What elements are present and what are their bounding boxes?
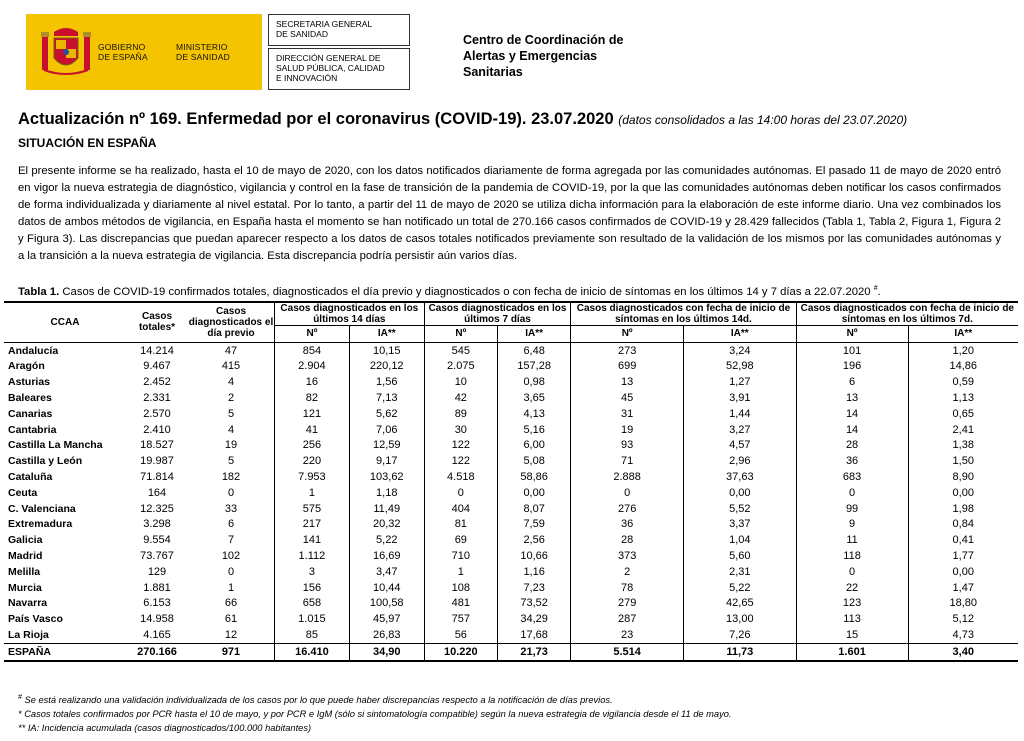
- table-cell: 10: [424, 374, 497, 390]
- table-cell: 14.958: [140, 613, 174, 626]
- table-cell: 220: [275, 453, 350, 469]
- table-cell: 71: [571, 453, 684, 469]
- header-diag7: Casos diagnosticados en los últimos 7 días: [424, 302, 571, 326]
- table-cell: 14,86: [908, 359, 1018, 375]
- table-cell: 164: [147, 486, 167, 499]
- table-cell: 100,58: [349, 596, 424, 612]
- table-cell: 8,07: [497, 501, 570, 517]
- table-row: [4, 580, 1018, 596]
- table-row: [4, 596, 1018, 612]
- table-cell: 123: [796, 596, 908, 612]
- table-cell: 3: [275, 564, 350, 580]
- table-cell: 1: [227, 581, 235, 594]
- table-cell: 6,00: [497, 438, 570, 454]
- header-dia-previo: Casos diagnosticados el día previo: [188, 302, 275, 342]
- table-cell: 157,28: [497, 359, 570, 375]
- table-row: [4, 359, 1018, 375]
- table-cell: 73.767: [140, 550, 174, 563]
- table-cell: 0,65: [908, 406, 1018, 422]
- table-cell: 2,96: [683, 453, 796, 469]
- table-cell: 28: [796, 438, 908, 454]
- table-cell: 16: [275, 374, 350, 390]
- table-cell: 9,17: [349, 453, 424, 469]
- centre-label: Centro de Coordinación de Alertas y Emergencias Sanitarias: [463, 33, 624, 79]
- table-cell: 56: [424, 627, 497, 643]
- table-cell: 5,52: [683, 501, 796, 517]
- table-cell: 1,44: [683, 406, 796, 422]
- table-cell-ccaa: País Vasco: [8, 613, 63, 626]
- table-cell: 7,26: [683, 627, 796, 643]
- table-cell: 710: [424, 548, 497, 564]
- table-cell: 15: [796, 627, 908, 643]
- table-cell: 0: [227, 486, 235, 499]
- table-cell-ccaa: Ceuta: [8, 486, 38, 499]
- table-cell: 4,57: [683, 438, 796, 454]
- table-cell: 66: [224, 597, 238, 610]
- table-cell: 3,24: [683, 342, 796, 358]
- table-cell: 10,66: [497, 548, 570, 564]
- table-cell: 121: [275, 406, 350, 422]
- coat-of-arms-icon: [38, 22, 94, 82]
- table-cell: 575: [275, 501, 350, 517]
- government-logo-block: [26, 14, 262, 90]
- table-cell: 73,52: [497, 596, 570, 612]
- table-cell: 36: [796, 453, 908, 469]
- table-cell: 0,98: [497, 374, 570, 390]
- table-row: [4, 548, 1018, 564]
- table-cell: 2.888: [571, 469, 684, 485]
- table-cell-ccaa: Navarra: [8, 597, 48, 610]
- table-footnotes: [18, 691, 732, 735]
- table-cell: 4.165: [143, 629, 171, 642]
- table-cell: 0,00: [497, 485, 570, 501]
- table-caption: Tabla 1. Casos de COVID-19 confirmados totales, diagnosticados el día previo y diagnosticados o con fecha de inicio de síntomas en los últimos 14 y 7 días a 22.07.2020 #.: [18, 285, 881, 298]
- table-cell: 17,68: [497, 627, 570, 643]
- table-cell: 4,73: [908, 627, 1018, 643]
- table-cell: 10,15: [349, 342, 424, 358]
- table-cell: 2.075: [424, 359, 497, 375]
- table-row: [4, 532, 1018, 548]
- table-cell: 6: [796, 374, 908, 390]
- table-cell: 276: [571, 501, 684, 517]
- table-row: [4, 485, 1018, 501]
- table-cell: 2: [227, 392, 235, 405]
- table-cell: 9: [796, 517, 908, 533]
- table-cell: 5,08: [497, 453, 570, 469]
- table-cell: 12.325: [140, 502, 174, 515]
- table-cell: 4.518: [424, 469, 497, 485]
- table-cell: 2.410: [143, 423, 171, 436]
- table-cell: 12: [224, 629, 238, 642]
- table-cell: 156: [275, 580, 350, 596]
- table-cell: 1: [424, 564, 497, 580]
- table-row: [4, 517, 1018, 533]
- table-cell: 101: [796, 342, 908, 358]
- table-cell: 273: [571, 342, 684, 358]
- table-cell: 113: [796, 611, 908, 627]
- table-cell: 108: [424, 580, 497, 596]
- table-cell: 18.527: [140, 439, 174, 452]
- section-heading: SITUACIÓN EN ESPAÑA: [18, 136, 157, 150]
- table-cell: 373: [571, 548, 684, 564]
- table-cell: 1,50: [908, 453, 1018, 469]
- table-cell: 36: [571, 517, 684, 533]
- table-cell-ccaa: Extremadura: [8, 518, 73, 531]
- table-cell: 0,84: [908, 517, 1018, 533]
- table-cell: 217: [275, 517, 350, 533]
- table-cell: 41: [275, 422, 350, 438]
- table-cell: 8,90: [908, 469, 1018, 485]
- ministry-label: MINISTERIO DE SANIDAD: [176, 42, 230, 62]
- table-cell: 5: [227, 407, 235, 420]
- table-cell: 7.953: [275, 469, 350, 485]
- table-cell: 481: [424, 596, 497, 612]
- table-cell: 14.214: [140, 344, 174, 357]
- page-subtitle: (datos consolidados a las 14:00 horas del 23.07.2020): [618, 113, 908, 127]
- table-row: [4, 438, 1018, 454]
- table-cell: 757: [424, 611, 497, 627]
- department-block: [268, 14, 410, 90]
- table-cell: 1,20: [908, 342, 1018, 358]
- table-cell: 16,69: [349, 548, 424, 564]
- table-cell: 1,47: [908, 580, 1018, 596]
- table-cell-ccaa: Melilla: [8, 565, 41, 578]
- table-cell: 18,80: [908, 596, 1018, 612]
- table-cell: 2,56: [497, 532, 570, 548]
- table-cell: 33: [224, 502, 238, 515]
- table-cell: 12,59: [349, 438, 424, 454]
- table-cell: 182: [221, 471, 241, 484]
- footnote-2: * Casos totales confirmados por PCR hasta el 10 de mayo, y por PCR e IgM (sólo si sintomatología compatible) según la nueva estrategia de vigilancia desde el 11 de mayo.: [18, 709, 732, 720]
- table-cell: 1.015: [275, 611, 350, 627]
- table-cell: 31: [571, 406, 684, 422]
- table-cell: 699: [571, 359, 684, 375]
- table-cell: 14: [796, 422, 908, 438]
- table-cell: 58,86: [497, 469, 570, 485]
- table-row: [4, 469, 1018, 485]
- table-cell: 5: [227, 455, 235, 468]
- table-cell: 0,59: [908, 374, 1018, 390]
- footnote-3: ** IA: Incidencia acumulada (casos diagnosticados/100.000 habitantes): [18, 723, 312, 734]
- table-cell: 6: [227, 518, 235, 531]
- table-cell: 89: [424, 406, 497, 422]
- table-cell: 5,60: [683, 548, 796, 564]
- table-cell: 129: [147, 565, 167, 578]
- table-row: [4, 390, 1018, 406]
- table-cell: 6,48: [497, 342, 570, 358]
- table-cell: 47: [224, 344, 238, 357]
- table-cell: 61: [224, 613, 238, 626]
- table-row: [4, 422, 1018, 438]
- government-label: GOBIERNO DE ESPAÑA: [98, 42, 148, 62]
- table-cell: 122: [424, 453, 497, 469]
- table-cell: 279: [571, 596, 684, 612]
- table-cell-ccaa: Cataluña: [8, 471, 53, 484]
- table-cell: 1,38: [908, 438, 1018, 454]
- table-cell: 85: [275, 627, 350, 643]
- table-cell: 1,27: [683, 374, 796, 390]
- table-cell-ccaa: Castilla y León: [8, 455, 83, 468]
- table-cell: 3,91: [683, 390, 796, 406]
- table-cell: 93: [571, 438, 684, 454]
- table-cell: 6.153: [143, 597, 171, 610]
- table-cell: 13: [796, 390, 908, 406]
- table-row: [4, 453, 1018, 469]
- table-cell: 3,37: [683, 517, 796, 533]
- table-cell-ccaa: Cantabria: [8, 423, 57, 436]
- table-cell: 4: [227, 376, 235, 389]
- table-cell: 1,98: [908, 501, 1018, 517]
- table-cell: 22: [796, 580, 908, 596]
- table-cell: 19: [571, 422, 684, 438]
- table-cell: 4,13: [497, 406, 570, 422]
- table-cell: 14: [796, 406, 908, 422]
- table-row: [4, 406, 1018, 422]
- table-cell: 34,29: [497, 611, 570, 627]
- table-cell: 1: [275, 485, 350, 501]
- table-cell: 13,00: [683, 611, 796, 627]
- table-cell: 0: [227, 565, 235, 578]
- intro-paragraph: El presente informe se ha realizado, hasta el 10 de mayo de 2020, con los datos notificados diariamente de forma agregada por las comunidades autónomas. El pasado 11 de mayo de 2020 entró en vigor la nueva estrategia de diagnóstico, vigilancia y control en la fase de transición de la pandemia de COVID-19, por la que las comunidades autónomas deben notificar los casos confirmados de forma individualizada y diariamente al nivel estatal. Por lo tanto, a partir del 11 de mayo de 2020 se utiliza dicha información para la elaboración de este informe diario. Una vez combinados los datos de ambos métodos de vigilancia, en España hasta el momento se han notificado un total de 270.166 casos confirmados de COVID-19 y 28.429 fallecidos (Tabla 1, Tabla 2, Figura 1, Figura 2 y Figura 3). Las discrepancias que puedan aparecer respecto a los datos de casos totales notificados previamente son resultado de la validación de los mismos por las comunidades autónomas y a la transición a la nueva estrategia de vigilancia. Esta discrepancia podría persistir aún varios días.: [18, 165, 1001, 262]
- table-cell: 30: [424, 422, 497, 438]
- table-cell: 1,77: [908, 548, 1018, 564]
- table-cell: 45,97: [349, 611, 424, 627]
- table-cell: 2.331: [143, 392, 171, 405]
- table-cell: 1.881: [143, 581, 171, 594]
- header-diag14: Casos diagnosticados en los últimos 14 días: [275, 302, 425, 326]
- secretaria-box: SECRETARIA GENERAL DE SANIDAD: [268, 14, 410, 46]
- table-cell-ccaa: Galicia: [8, 534, 43, 547]
- table-cell: 20,32: [349, 517, 424, 533]
- table-cell: 26,83: [349, 627, 424, 643]
- table-cell: 118: [796, 548, 908, 564]
- table-cell: 19: [224, 439, 238, 452]
- table-cell: 103,62: [349, 469, 424, 485]
- table-cell: 11: [796, 532, 908, 548]
- table-cell: 404: [424, 501, 497, 517]
- table-cell: 3,47: [349, 564, 424, 580]
- table-cell: 7,23: [497, 580, 570, 596]
- table-cell: 42,65: [683, 596, 796, 612]
- table-cell: 122: [424, 438, 497, 454]
- table-row: [4, 611, 1018, 627]
- header-ccaa: CCAA: [4, 302, 126, 342]
- table-cell: 1,56: [349, 374, 424, 390]
- table-cell: 5,16: [497, 422, 570, 438]
- table-cell: 81: [424, 517, 497, 533]
- header-casos-totales: Casos totales*: [126, 302, 188, 342]
- table-row: [4, 627, 1018, 643]
- table-cell: 0: [796, 485, 908, 501]
- table-cell: 7: [227, 534, 235, 547]
- table-cell: 0: [571, 485, 684, 501]
- table-cell: 683: [796, 469, 908, 485]
- table-cell: 0,41: [908, 532, 1018, 548]
- table-cell: 1,04: [683, 532, 796, 548]
- table-cell: 13: [571, 374, 684, 390]
- table-cell: 0,00: [908, 485, 1018, 501]
- table-cell: 5,62: [349, 406, 424, 422]
- table-cell: 7,13: [349, 390, 424, 406]
- table-row: [4, 342, 1018, 358]
- table-cell: 0: [796, 564, 908, 580]
- table-cell: 3.298: [143, 518, 171, 531]
- table-cell-ccaa: Canarias: [8, 407, 53, 420]
- table-cell: 2: [571, 564, 684, 580]
- table-cell: 2.570: [143, 407, 171, 420]
- table-cell: 1,16: [497, 564, 570, 580]
- table-cell: 23: [571, 627, 684, 643]
- table-cell: 220,12: [349, 359, 424, 375]
- table-cell: 71.814: [140, 471, 174, 484]
- direccion-box: DIRECCIÓN GENERAL DE SALUD PÚBLICA, CALIDAD E INNOVACIÓN: [268, 48, 410, 90]
- table-cell: 0: [424, 485, 497, 501]
- table-cell: 5,22: [683, 580, 796, 596]
- table-cell: 7,59: [497, 517, 570, 533]
- table-cell: 5,12: [908, 611, 1018, 627]
- table-cell: 99: [796, 501, 908, 517]
- table-row-total: ESPAÑA 270.166 971 16.410 34,90 10.220 21,73 5.514 11,73 1.601 3,40: [4, 643, 1018, 660]
- table-cell-ccaa: Aragón: [8, 360, 45, 373]
- table-cell-ccaa: Murcia: [8, 581, 42, 594]
- table-cell: 4: [227, 423, 235, 436]
- table-cell: 19.987: [140, 455, 174, 468]
- table-cell-ccaa: Andalucía: [8, 344, 59, 357]
- document-header: [0, 0, 1024, 100]
- cases-table: CCAA Casos totales* Casos diagnosticados el día previo Casos diagnosticados en los últimos 14 días Casos diagnosticados en los últimos 7 días Casos diagnosticados con fecha de inicio de síntomas en los últimos 14d. Casos diagnosticados con fecha de inicio de síntomas en los últimos 7d. Nº IA** Nº IA** Nº IA** Nº IA** Andalucía 14.214 47 854 10,15 545 6,48 273 3,24 101 1,20 Aragón 9.467 415 2.904 220,12 2.075 157,28 699 52,98 196 14,86 Asturias 2.452 4 16 1,56 10 0,98 13 1,27 6 0,59 Baleares 2.331 2 82 7,13 42 3,65 45 3,91 13 1,13 Canarias 2.570 5 121 5,62 89 4,13 31 1,44 14 0,65 Cantabria 2.410 4 41 7,06 30 5,16 19 3,27 14 2,41 Castilla La Mancha 18.527 19 256 12,59 122 6,00 93 4,57 28 1,38 Castilla y León 19.987 5 220 9,17 122 5,08 71 2,96 36 1,50 Cataluña 71.814 182 7.953 103,62 4.518 58,86 2.888 37,63 683 8,90 Ceuta 164 0 1 1,18 0 0,00 0 0,00 0 0,00 C. Valenciana 12.325 33 575 11,49 404 8,07 276 5,52 99 1,98 Extremadura 3.298 6 217 20,32 81 7,59 36 3,37 9 0,84 Galicia 9.554 7 141 5,22 69 2,56 28 1,04 11 0,41 Madrid 73.767 102 1.112 16,69 710 10,66 373 5,60 118 1,77 Melilla 129 0 3 3,47 1 1,16 2 2,31 0 0,00 Murcia 1.881 1 156 10,44 108 7,23 78 5,22 22 1,47 Navarra 6.153 66 658 100,58 481 73,52 279 42,65 123 18,80 País Vasco 14.958 61 1.015 45,97 757 34,29 287 13,00 113 5,12 La Rioja 4.165 12 85 26,83 56 17,68 23 7,26 15 4,73 ESPAÑA 270.166 971 16.410 34,90 10.220 21,73 5.514 11,73 1.601 3,40: [4, 301, 1018, 662]
- table-cell: 0,00: [908, 564, 1018, 580]
- table-cell: 3,27: [683, 422, 796, 438]
- table-cell-ccaa: Asturias: [8, 376, 51, 389]
- table-cell: 141: [275, 532, 350, 548]
- footnote-1: # Se está realizando una validación individualizada de los casos por lo que puede haber discrepancias respecto a la notificación de días previos.: [18, 694, 613, 706]
- table-cell: 1.112: [275, 548, 350, 564]
- table-cell: 415: [221, 360, 241, 373]
- table-cell: 10,44: [349, 580, 424, 596]
- header-sint14: Casos diagnosticados con fecha de inicio de síntomas en los últimos 14d.: [571, 302, 796, 326]
- table-row: [4, 374, 1018, 390]
- table-cell: 2,41: [908, 422, 1018, 438]
- table-cell: 9.467: [143, 360, 171, 373]
- table-cell: 854: [275, 342, 350, 358]
- table-cell: 28: [571, 532, 684, 548]
- table-cell: 545: [424, 342, 497, 358]
- table-cell: 5,22: [349, 532, 424, 548]
- table-row: [4, 501, 1018, 517]
- table-cell: 3,65: [497, 390, 570, 406]
- table-cell: 256: [275, 438, 350, 454]
- table-cell-ccaa: Baleares: [8, 392, 52, 405]
- table-cell: 2.904: [275, 359, 350, 375]
- table-cell: 658: [275, 596, 350, 612]
- table-cell-ccaa: La Rioja: [8, 629, 49, 642]
- table-cell-ccaa: C. Valenciana: [8, 502, 76, 515]
- table-cell: 42: [424, 390, 497, 406]
- table-cell-ccaa: Castilla La Mancha: [8, 439, 103, 452]
- table-cell: 1,18: [349, 485, 424, 501]
- table-cell: 1,13: [908, 390, 1018, 406]
- table-cell: 69: [424, 532, 497, 548]
- table-cell-ccaa: Madrid: [8, 550, 43, 563]
- page-title: Actualización nº 169. Enfermedad por el coronavirus (COVID-19). 23.07.2020 (datos consolidados a las 14:00 horas del 23.07.2020): [18, 110, 908, 128]
- table-cell: 9.554: [143, 534, 171, 547]
- table-cell: 2,31: [683, 564, 796, 580]
- table-cell: 82: [275, 390, 350, 406]
- table-cell: 287: [571, 611, 684, 627]
- table-cell: 102: [221, 550, 241, 563]
- table-cell: 0,00: [683, 485, 796, 501]
- table-cell: 52,98: [683, 359, 796, 375]
- table-row: [4, 564, 1018, 580]
- table-cell: 37,63: [683, 469, 796, 485]
- header-sint7: Casos diagnosticados con fecha de inicio de síntomas en los últimos 7d.: [796, 302, 1018, 326]
- table-cell: 196: [796, 359, 908, 375]
- table-cell: 45: [571, 390, 684, 406]
- table-cell: 2.452: [143, 376, 171, 389]
- table-cell: 78: [571, 580, 684, 596]
- table-cell: 7,06: [349, 422, 424, 438]
- table-cell: 11,49: [349, 501, 424, 517]
